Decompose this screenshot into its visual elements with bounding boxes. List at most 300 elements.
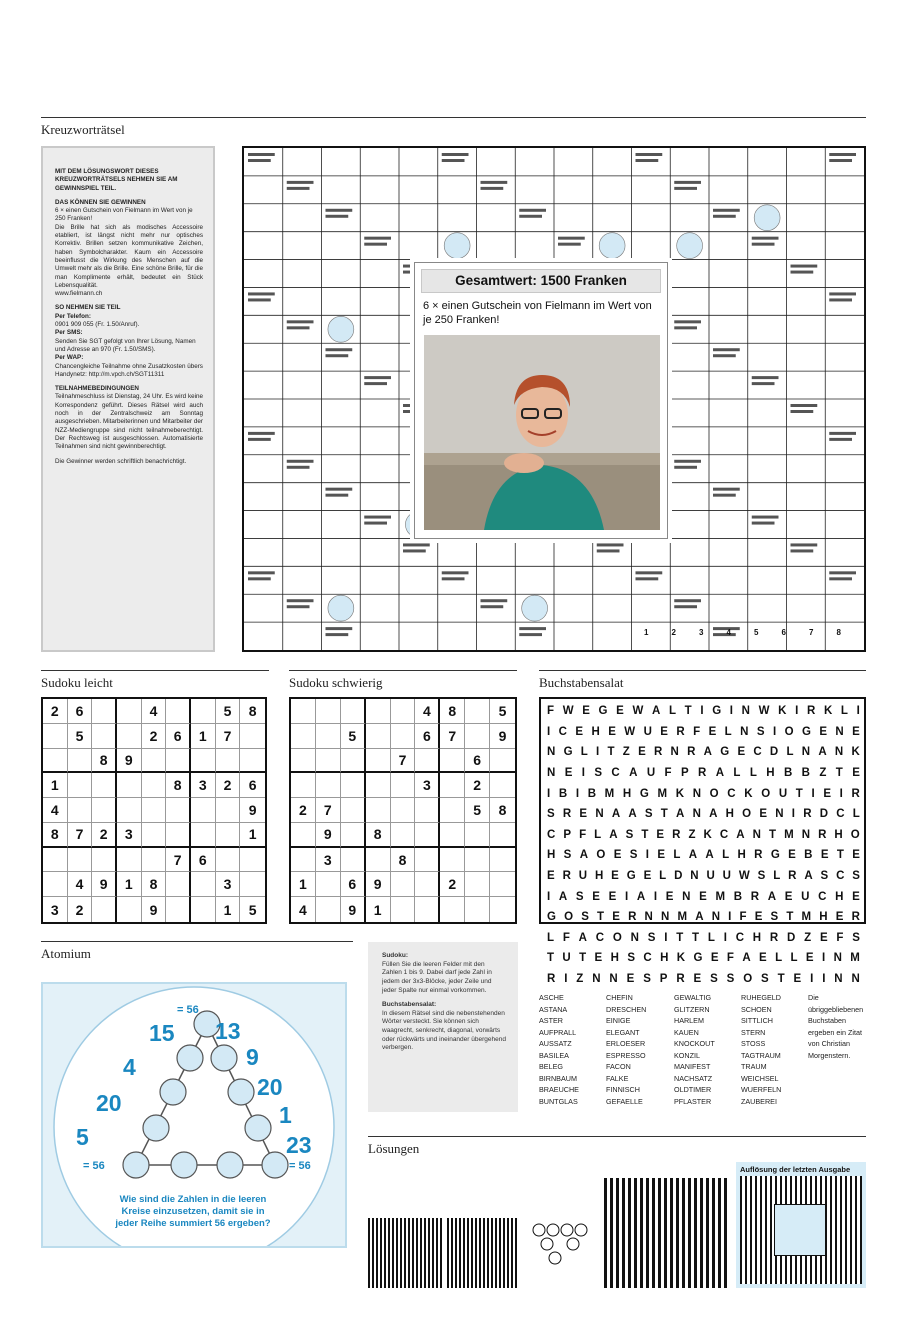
wordsearch-letter[interactable]: B (558, 787, 568, 800)
wordsearch-letter[interactable]: L (594, 828, 602, 841)
sudoku-cell[interactable] (465, 848, 490, 873)
wordsearch-letter[interactable]: B (733, 890, 743, 903)
sudoku-cell[interactable] (240, 724, 265, 749)
wordsearch-letter[interactable]: U (801, 890, 810, 903)
wordsearch-letter[interactable]: C (836, 870, 845, 883)
sudoku-cell[interactable]: 9 (316, 823, 341, 848)
sudoku-cell[interactable] (440, 823, 465, 848)
wordsearch-letter[interactable]: B (804, 849, 813, 862)
wordsearch-letter[interactable]: S (563, 849, 572, 862)
wordsearch-letter[interactable]: L (749, 767, 757, 780)
wordsearch-letter[interactable]: A (709, 808, 718, 821)
wordsearch-letter[interactable]: O (743, 973, 753, 986)
wordsearch-letter[interactable]: E (823, 787, 832, 800)
wordsearch-letter[interactable]: K (851, 746, 860, 759)
sudoku-cell[interactable] (465, 897, 490, 922)
sudoku-cell[interactable]: 3 (117, 823, 142, 848)
sudoku-cell[interactable]: 4 (415, 699, 440, 724)
wordsearch-letter[interactable]: T (777, 973, 785, 986)
sudoku-cell[interactable] (366, 848, 391, 873)
sudoku-cell[interactable] (366, 724, 391, 749)
wordsearch-letter[interactable]: T (547, 952, 555, 965)
wordsearch-letter[interactable]: E (693, 973, 702, 986)
wordsearch-letter[interactable]: E (643, 870, 652, 883)
sudoku-cell[interactable] (316, 699, 341, 724)
wordsearch-letter[interactable]: E (547, 870, 555, 883)
wordsearch-letter[interactable]: E (575, 725, 584, 738)
wordsearch-letter[interactable]: L (547, 931, 555, 944)
sudoku-cell[interactable] (490, 773, 515, 798)
wordsearch-letter[interactable]: C (727, 787, 736, 800)
sudoku-cell[interactable] (415, 897, 440, 922)
sudoku-cell[interactable]: 6 (68, 699, 93, 724)
wordsearch-letter[interactable]: D (769, 746, 779, 759)
sudoku-cell[interactable] (191, 749, 216, 774)
wordsearch-letter[interactable]: I (547, 890, 551, 903)
sudoku-cell[interactable] (391, 872, 416, 897)
sudoku-cell[interactable]: 8 (391, 848, 416, 873)
wordsearch-letter[interactable]: N (595, 808, 604, 821)
wordsearch-letter[interactable]: E (708, 725, 717, 738)
sudoku-cell[interactable]: 2 (216, 773, 241, 798)
wordsearch-letter[interactable]: C (753, 746, 762, 759)
wordsearch-letter[interactable]: I (810, 973, 814, 986)
wordsearch-letter[interactable]: S (852, 931, 860, 944)
sudoku-cell[interactable] (68, 749, 93, 774)
sudoku-cell[interactable]: 5 (465, 798, 490, 823)
wordsearch-letter[interactable]: E (592, 890, 600, 903)
wordsearch-letter[interactable]: S (629, 849, 638, 862)
sudoku-cell[interactable]: 3 (316, 848, 341, 873)
wordsearch-letter[interactable]: H (766, 767, 775, 780)
wordsearch-letter[interactable]: I (645, 849, 649, 862)
sudoku-cell[interactable]: 7 (68, 823, 93, 848)
wordsearch-letter[interactable]: I (700, 705, 704, 718)
sudoku-cell[interactable] (316, 724, 341, 749)
wordsearch-letter[interactable]: N (547, 746, 556, 759)
wordsearch-letter[interactable]: M (801, 911, 812, 924)
sudoku-cell[interactable]: 7 (391, 749, 416, 774)
wordsearch-letter[interactable]: K (744, 787, 753, 800)
sudoku-cell[interactable] (191, 872, 216, 897)
wordsearch-letter[interactable]: E (613, 849, 622, 862)
sudoku-cell[interactable]: 1 (117, 872, 142, 897)
wordsearch-letter[interactable]: C (818, 890, 827, 903)
wordsearch-letter[interactable]: U (562, 952, 571, 965)
wordsearch-letter[interactable]: E (788, 849, 796, 862)
wordsearch-letter[interactable]: W (758, 705, 770, 718)
wordsearch-letter[interactable]: F (739, 911, 747, 924)
wordsearch-letter[interactable]: E (638, 746, 646, 759)
wordsearch-letter[interactable]: O (761, 787, 771, 800)
wordsearch-letter[interactable]: R (672, 828, 681, 841)
sudoku-cell[interactable] (490, 749, 515, 774)
wordsearch-letter[interactable]: R (653, 746, 663, 759)
sudoku-cell[interactable] (68, 848, 93, 873)
wordsearch-letter[interactable]: I (728, 911, 732, 924)
sudoku-cell[interactable] (316, 872, 341, 897)
wordsearch-letter[interactable]: E (564, 767, 573, 780)
wordsearch-letter[interactable]: L (724, 725, 732, 738)
wordsearch-letter[interactable]: H (591, 725, 600, 738)
wordsearch-letter[interactable]: I (547, 725, 551, 738)
wordsearch-letter[interactable]: N (682, 890, 691, 903)
wordsearch-letter[interactable]: E (579, 808, 588, 821)
wordsearch-letter[interactable]: W (632, 705, 644, 718)
wordsearch-letter[interactable]: A (715, 767, 725, 780)
sudoku-cell[interactable] (92, 897, 117, 922)
wordsearch-letter[interactable]: L (775, 952, 783, 965)
wordsearch-letter[interactable]: C (595, 931, 605, 944)
wordsearch-letter[interactable]: C (643, 952, 652, 965)
wordsearch-letter[interactable]: T (660, 808, 668, 821)
wordsearch-letter[interactable]: E (699, 890, 707, 903)
wordsearch-letter[interactable]: C (611, 767, 620, 780)
sudoku-cell[interactable]: 8 (366, 823, 391, 848)
sudoku-cell[interactable]: 5 (341, 724, 366, 749)
wordsearch-letter[interactable]: K (676, 952, 686, 965)
sudoku-cell[interactable] (117, 798, 142, 823)
sudoku-cell[interactable]: 2 (440, 872, 465, 897)
wordsearch-letter[interactable]: T (786, 911, 794, 924)
wordsearch-letter[interactable]: T (597, 911, 605, 924)
wordsearch-letter[interactable]: E (657, 849, 665, 862)
wordsearch-letter[interactable]: E (582, 705, 590, 718)
wordsearch-letter[interactable]: C (558, 725, 567, 738)
wordsearch-letter[interactable]: A (703, 746, 712, 759)
sudoku-cell[interactable] (291, 823, 316, 848)
wordsearch-letter[interactable]: A (804, 870, 813, 883)
sudoku-cell[interactable] (92, 724, 117, 749)
wordsearch-letter[interactable]: S (625, 828, 634, 841)
wordsearch-letter[interactable]: O (612, 931, 622, 944)
sudoku-cell[interactable]: 9 (490, 724, 515, 749)
wordsearch-letter[interactable]: K (823, 705, 833, 718)
sudoku-cell[interactable] (166, 699, 191, 724)
wordsearch-letter[interactable]: M (784, 828, 794, 841)
sudoku-cell[interactable] (216, 798, 241, 823)
sudoku-cell[interactable] (240, 749, 265, 774)
wordsearch-letter[interactable]: E (594, 952, 603, 965)
sudoku-cell[interactable] (440, 798, 465, 823)
wordsearch-letter[interactable]: E (852, 767, 860, 780)
wordsearch-letter[interactable]: H (622, 787, 632, 800)
wordsearch-letter[interactable]: R (851, 911, 860, 924)
sudoku-cell[interactable] (291, 724, 316, 749)
wordsearch-letter[interactable]: I (822, 973, 826, 986)
wordsearch-letter[interactable]: H (660, 952, 669, 965)
wordsearch-letter[interactable]: U (646, 767, 656, 780)
sudoku-cell[interactable] (166, 798, 191, 823)
sudoku-cell[interactable] (142, 823, 167, 848)
wordsearch-letter[interactable]: E (611, 870, 619, 883)
wordsearch-letter[interactable]: O (596, 849, 606, 862)
wordsearch-letter[interactable]: I (547, 787, 551, 800)
wordsearch-letter[interactable]: E (616, 705, 624, 718)
sudoku-cell[interactable] (142, 749, 167, 774)
wordsearch-letter[interactable]: D (819, 808, 829, 821)
sudoku-cell[interactable] (166, 897, 191, 922)
sudoku-cell[interactable] (490, 823, 515, 848)
sudoku-cell[interactable] (216, 823, 241, 848)
sudoku-cell[interactable] (166, 823, 191, 848)
sudoku-cell[interactable] (391, 773, 416, 798)
wordsearch-letter[interactable]: N (592, 973, 601, 986)
wordsearch-letter[interactable]: P (680, 767, 689, 780)
wordsearch-letter[interactable]: L (773, 870, 781, 883)
wordsearch-letter[interactable]: H (725, 808, 734, 821)
sudoku-cell[interactable]: 3 (216, 872, 241, 897)
wordsearch-letter[interactable]: E (820, 849, 829, 862)
wordsearch-letter[interactable]: G (639, 787, 649, 800)
wordsearch-letter[interactable]: F (836, 931, 844, 944)
wordsearch-letter[interactable]: A (736, 828, 745, 841)
sudoku-cell[interactable]: 8 (166, 773, 191, 798)
wordsearch-letter[interactable]: E (759, 952, 767, 965)
sudoku-cell[interactable] (92, 699, 117, 724)
wordsearch-letter[interactable]: E (759, 808, 768, 821)
sudoku-cell[interactable] (291, 699, 316, 724)
wordsearch-letter[interactable]: E (737, 746, 746, 759)
sudoku-cell[interactable]: 6 (166, 724, 191, 749)
wordsearch-letter[interactable]: O (709, 787, 719, 800)
wordsearch-letter[interactable]: N (833, 952, 842, 965)
sudoku-cell[interactable]: 6 (240, 773, 265, 798)
wordsearch-letter[interactable]: N (609, 973, 618, 986)
wordsearch-letter[interactable]: T (607, 746, 615, 759)
wordsearch-letter[interactable]: R (628, 911, 637, 924)
sudoku-cell[interactable] (316, 749, 341, 774)
wordsearch-letter[interactable]: W (562, 705, 574, 718)
wordsearch-letter[interactable]: A (695, 911, 704, 924)
sudoku-cell[interactable] (465, 699, 490, 724)
wordsearch-letter[interactable]: N (661, 911, 670, 924)
sudoku-cell[interactable] (490, 872, 515, 897)
sudoku-cell[interactable] (142, 773, 167, 798)
wordsearch-letter[interactable]: P (563, 828, 572, 841)
wordsearch-letter[interactable]: N (692, 808, 701, 821)
wordsearch-letter[interactable]: E (626, 973, 635, 986)
sudoku-cell[interactable] (465, 724, 490, 749)
wordsearch-letter[interactable]: A (579, 849, 589, 862)
wordsearch-letter[interactable]: T (795, 787, 803, 800)
wordsearch-letter[interactable]: U (578, 870, 588, 883)
sudoku-cell[interactable]: 1 (191, 724, 216, 749)
wordsearch-letter[interactable]: E (754, 911, 763, 924)
sudoku-cell[interactable] (68, 773, 93, 798)
sudoku-cell[interactable] (366, 798, 391, 823)
sudoku-cell[interactable]: 5 (68, 724, 93, 749)
wordsearch-letter[interactable]: S (852, 870, 860, 883)
sudoku-cell[interactable]: 9 (341, 897, 366, 922)
win-url[interactable]: www.fielmann.ch (55, 290, 103, 298)
sudoku-cell[interactable]: 7 (440, 724, 465, 749)
wordsearch-letter[interactable]: M (657, 787, 668, 800)
wordsearch-letter[interactable]: C (836, 808, 845, 821)
wordsearch-letter[interactable]: S (644, 808, 653, 821)
wordsearch-letter[interactable]: S (581, 911, 589, 924)
wordsearch-letter[interactable]: R (750, 890, 760, 903)
sudoku-cell[interactable]: 5 (248, 901, 257, 918)
sudoku-cell[interactable]: 1 (240, 823, 265, 848)
wordsearch-letter[interactable]: N (741, 705, 750, 718)
sudoku-cell[interactable]: 9 (117, 749, 142, 774)
wordsearch-letter[interactable]: K (675, 787, 685, 800)
sudoku-cell[interactable]: 9 (142, 897, 167, 922)
wordsearch-letter[interactable]: E (710, 952, 719, 965)
wordsearch-letter[interactable]: O (784, 725, 794, 738)
sudoku-cell[interactable] (142, 848, 167, 873)
wordsearch-letter[interactable]: N (775, 808, 784, 821)
sudoku-cell[interactable]: 7 (316, 798, 341, 823)
sudoku-cell[interactable] (216, 848, 241, 873)
wordsearch-letter[interactable]: E (608, 725, 616, 738)
wordsearch-letter[interactable]: R (562, 870, 571, 883)
wordsearch-letter[interactable]: T (684, 705, 692, 718)
sudoku-cell[interactable] (291, 848, 316, 873)
wordsearch-letter[interactable]: S (726, 973, 735, 986)
sudoku-cell[interactable]: 3 (191, 773, 216, 798)
sudoku-cell[interactable]: 4 (291, 897, 316, 922)
sudoku-cell[interactable]: 4 (142, 699, 167, 724)
wordsearch-letter[interactable]: E (793, 973, 802, 986)
wordsearch-letter[interactable]: A (651, 705, 661, 718)
wordsearch-letter[interactable]: I (624, 890, 629, 903)
sudoku-cell[interactable]: 4 (68, 872, 93, 897)
wordsearch-letter[interactable]: S (710, 973, 718, 986)
wordsearch-letter[interactable]: S (761, 973, 769, 986)
sudoku-cell[interactable] (191, 897, 216, 922)
sudoku-cell[interactable] (391, 823, 416, 848)
wordsearch-letter[interactable]: L (659, 870, 667, 883)
sudoku-cell[interactable] (341, 848, 366, 873)
wordsearch-letter[interactable]: H (834, 828, 843, 841)
sudoku-cell[interactable] (415, 848, 440, 873)
sudoku-cell[interactable] (166, 749, 191, 774)
sudoku-cell[interactable]: 6 (465, 749, 490, 774)
wordsearch-letter[interactable]: L (790, 952, 798, 965)
sudoku-cell[interactable] (142, 798, 167, 823)
sudoku-cell[interactable] (490, 897, 515, 922)
wordsearch-letter[interactable]: I (664, 931, 668, 944)
wordsearch-letter[interactable]: L (580, 746, 588, 759)
wordsearch-letter[interactable]: T (835, 767, 843, 780)
wordsearch-letter[interactable]: I (564, 973, 568, 986)
wordsearch-letter[interactable]: S (757, 870, 766, 883)
sudoku-cell[interactable] (341, 699, 366, 724)
wordsearch-letter[interactable]: G (598, 705, 608, 718)
wordsearch-letter[interactable]: A (688, 849, 698, 862)
sudoku-cell[interactable] (166, 872, 191, 897)
wordsearch-letter[interactable]: R (806, 705, 816, 718)
wordsearch-letter[interactable]: S (756, 725, 765, 738)
wordsearch-letter[interactable]: D (787, 931, 796, 944)
sudoku-cell[interactable] (341, 798, 366, 823)
wordsearch-letter[interactable]: R (676, 725, 685, 738)
wordsearch-letter[interactable]: R (547, 973, 556, 986)
wordsearch-letter[interactable]: I (821, 952, 826, 965)
wordsearch-letter[interactable]: N (740, 725, 749, 738)
sudoku-cell[interactable]: 7 (166, 848, 191, 873)
wordsearch-letter[interactable]: R (851, 787, 860, 800)
wordsearch-letter[interactable]: C (735, 931, 744, 944)
wordsearch-letter[interactable]: F (726, 952, 734, 965)
wordsearch-letter[interactable]: H (819, 911, 828, 924)
sudoku-cell[interactable]: 1 (291, 872, 316, 897)
sudoku-cell[interactable]: 9 (240, 798, 265, 823)
wordsearch-letter[interactable]: H (547, 849, 556, 862)
wordsearch-letter[interactable]: E (660, 725, 668, 738)
wordsearch-letter[interactable]: E (665, 890, 674, 903)
wordsearch-letter[interactable]: N (834, 746, 844, 759)
sudoku-cell[interactable]: 6 (341, 872, 366, 897)
sudoku-cell[interactable] (366, 773, 391, 798)
wordsearch-letter[interactable]: G (720, 746, 730, 759)
wordsearch-letter[interactable]: S (770, 911, 779, 924)
wordsearch-letter[interactable]: H (594, 870, 604, 883)
sudoku-cell[interactable] (391, 798, 416, 823)
wordsearch-letter[interactable]: I (791, 808, 795, 821)
wordsearch-letter[interactable]: H (752, 931, 762, 944)
wordsearch-letter[interactable]: G (712, 705, 722, 718)
sudoku-cell[interactable]: 2 (291, 798, 316, 823)
sudoku-cell[interactable] (92, 848, 117, 873)
wordsearch-letter[interactable]: Z (688, 828, 696, 841)
sudoku-cell[interactable] (216, 749, 241, 774)
wordsearch-letter[interactable]: P (659, 973, 668, 986)
wordsearch-letter[interactable]: N (644, 911, 653, 924)
sudoku-cell[interactable]: 8 (142, 872, 167, 897)
wordsearch-letter[interactable]: I (839, 787, 843, 800)
sudoku-cell[interactable]: 1 (366, 897, 391, 922)
wordsearch-letter[interactable]: I (581, 767, 585, 780)
sudoku-cell[interactable]: 5 (490, 699, 515, 724)
wordsearch-letter[interactable]: E (819, 725, 827, 738)
wordsearch-letter[interactable]: E (852, 725, 860, 738)
sudoku-cell[interactable] (43, 724, 68, 749)
wordsearch-letter[interactable]: H (835, 890, 844, 903)
wordsearch-letter[interactable]: U (722, 870, 731, 883)
wordsearch-letter[interactable]: I (795, 705, 799, 718)
wordsearch-letter[interactable]: B (801, 767, 810, 780)
wordsearch-letter[interactable]: F (664, 767, 672, 780)
wordsearch-letter[interactable]: L (786, 746, 794, 759)
wordsearch-letter[interactable]: R (803, 808, 812, 821)
wordsearch-letter[interactable]: R (676, 973, 685, 986)
sudoku-cell[interactable] (316, 773, 341, 798)
sudoku-cell[interactable] (391, 724, 416, 749)
wordsearch-letter[interactable]: E (656, 828, 665, 841)
wordsearch-letter[interactable]: E (608, 890, 617, 903)
wordsearch-letter[interactable]: G (547, 911, 556, 924)
wordsearch-letter[interactable]: R (818, 828, 827, 841)
wordsearch-letter[interactable]: N (690, 870, 699, 883)
sudoku-cell[interactable]: 8 (240, 699, 265, 724)
sudoku-cell[interactable]: 1 (216, 897, 241, 922)
wordsearch-letter[interactable]: E (612, 911, 620, 924)
wordsearch-letter[interactable]: N (670, 746, 679, 759)
sudoku-cell[interactable]: 2 (465, 773, 490, 798)
wordsearch-letter[interactable]: I (596, 746, 600, 759)
sudoku-cell[interactable] (490, 848, 515, 873)
wordsearch-letter[interactable]: F (579, 828, 587, 841)
sudoku-cell[interactable] (391, 699, 416, 724)
wordsearch-letter[interactable]: U (706, 870, 715, 883)
wordsearch-letter[interactable]: W (624, 725, 636, 738)
wordsearch-letter[interactable]: H (610, 952, 619, 965)
wordsearch-letter[interactable]: I (723, 931, 727, 944)
sudoku-cell[interactable] (366, 749, 391, 774)
